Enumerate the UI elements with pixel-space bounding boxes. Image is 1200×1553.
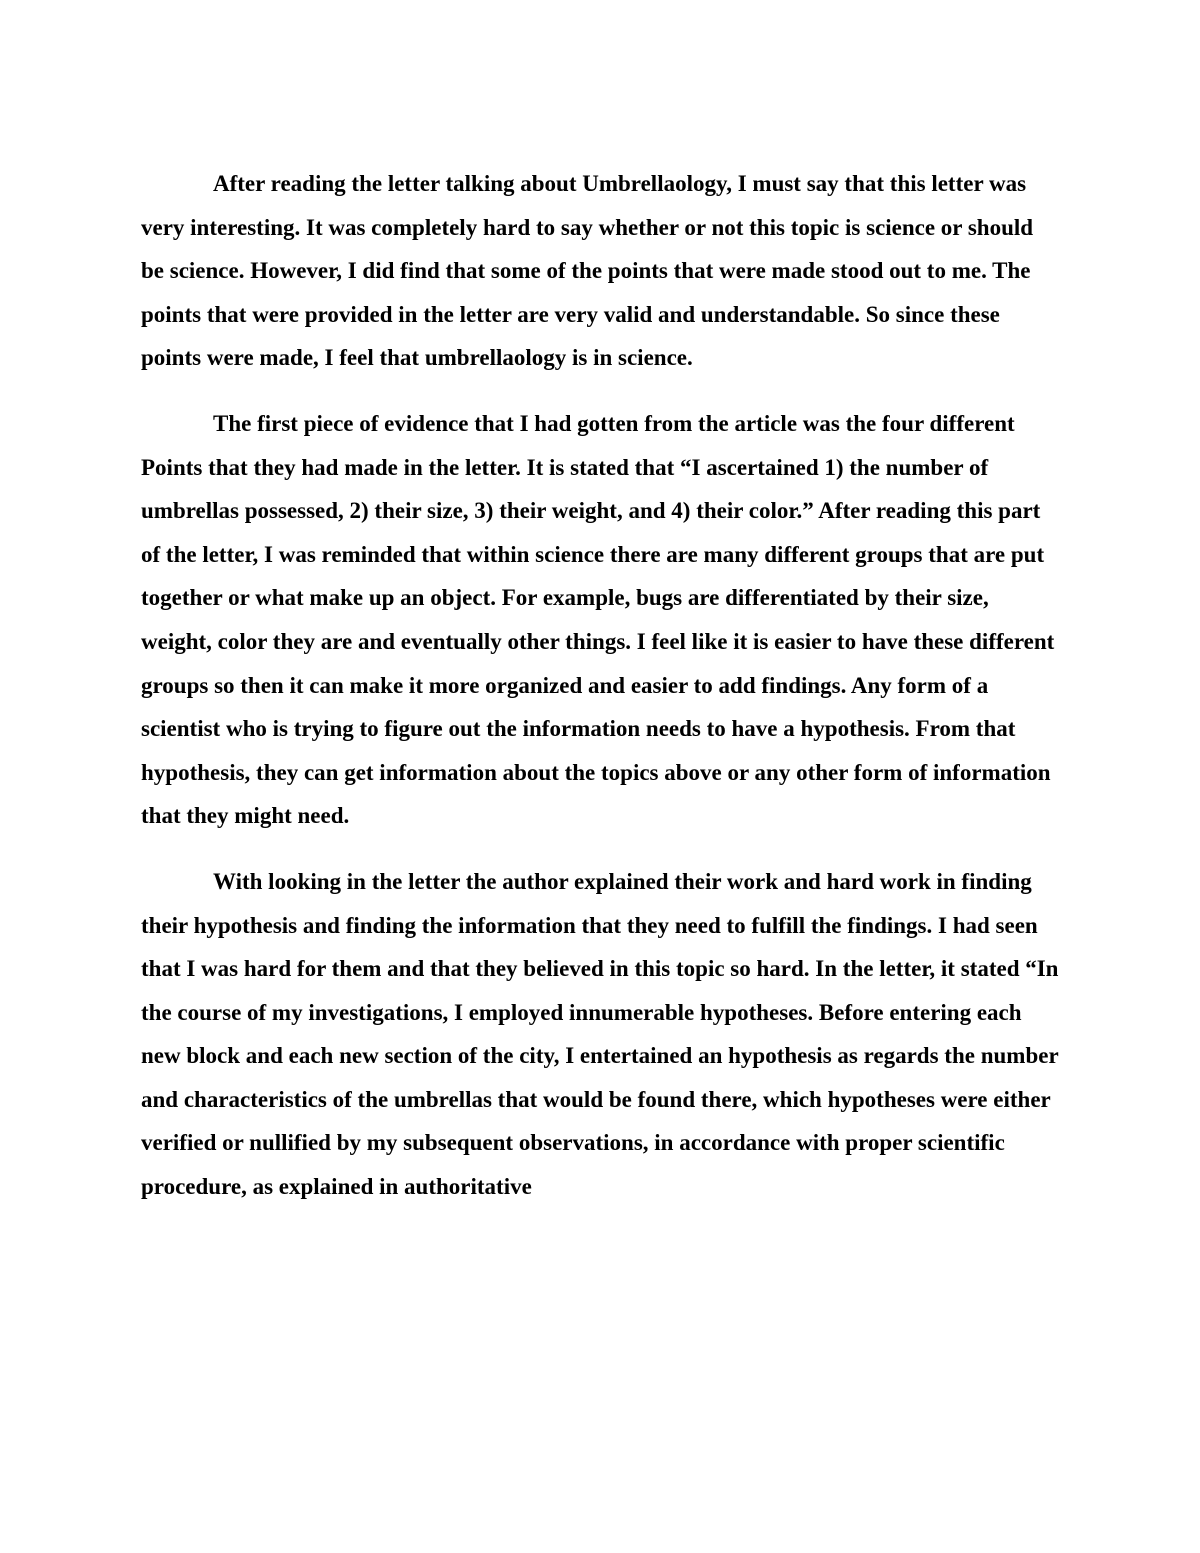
paragraph-2: The first piece of evidence that I had gotten from the article was the four different Points that they had made in the letter. It is stated that “I ascertained 1) the number of umbrellas possessed, 2) their size, 3) their weight, and 4) their color.” After reading this part of the letter, I was reminded that within science there are many different groups that are put together or what make up an object. For example, bugs are differentiated by their size, weight, color they are and eventually other things. I feel like it is easier to have these different groups so then it can make it more organized and easier to add findings. Any form of a scientist who is trying to figure out the information needs to have a hypothesis. From that hypothesis, they can get information about the topics above or any other form of information that they might need.	[141, 410, 1055, 829]
document-body	[141, 162, 1061, 1209]
paragraph-3: With looking in the letter the author explained their work and hard work in finding their hypothesis and finding the information that they need to fulfill the findings. I had seen that I was hard for them and that they believed in this topic so hard. In the letter, it stated “In the course of my investigations, I employed innumerable hypotheses. Before entering each new block and each new section of the city, I entertained an hypothesis as regards the number and characteristics of the umbrellas that would be found there, which hypotheses were either verified or nullified by my subsequent observations, in accordance with proper scientific procedure, as explained in authoritative	[141, 868, 1059, 1200]
paragraph-1: After reading the letter talking about Umbrellaology, I must say that this letter was very interesting. It was completely hard to say whether or not this topic is science or should be science. However, I did find that some of the points that were made stood out to me. The points that were provided in the letter are very valid and understandable. So since these points were made, I feel that umbrellaology is in science.	[141, 171, 1034, 371]
